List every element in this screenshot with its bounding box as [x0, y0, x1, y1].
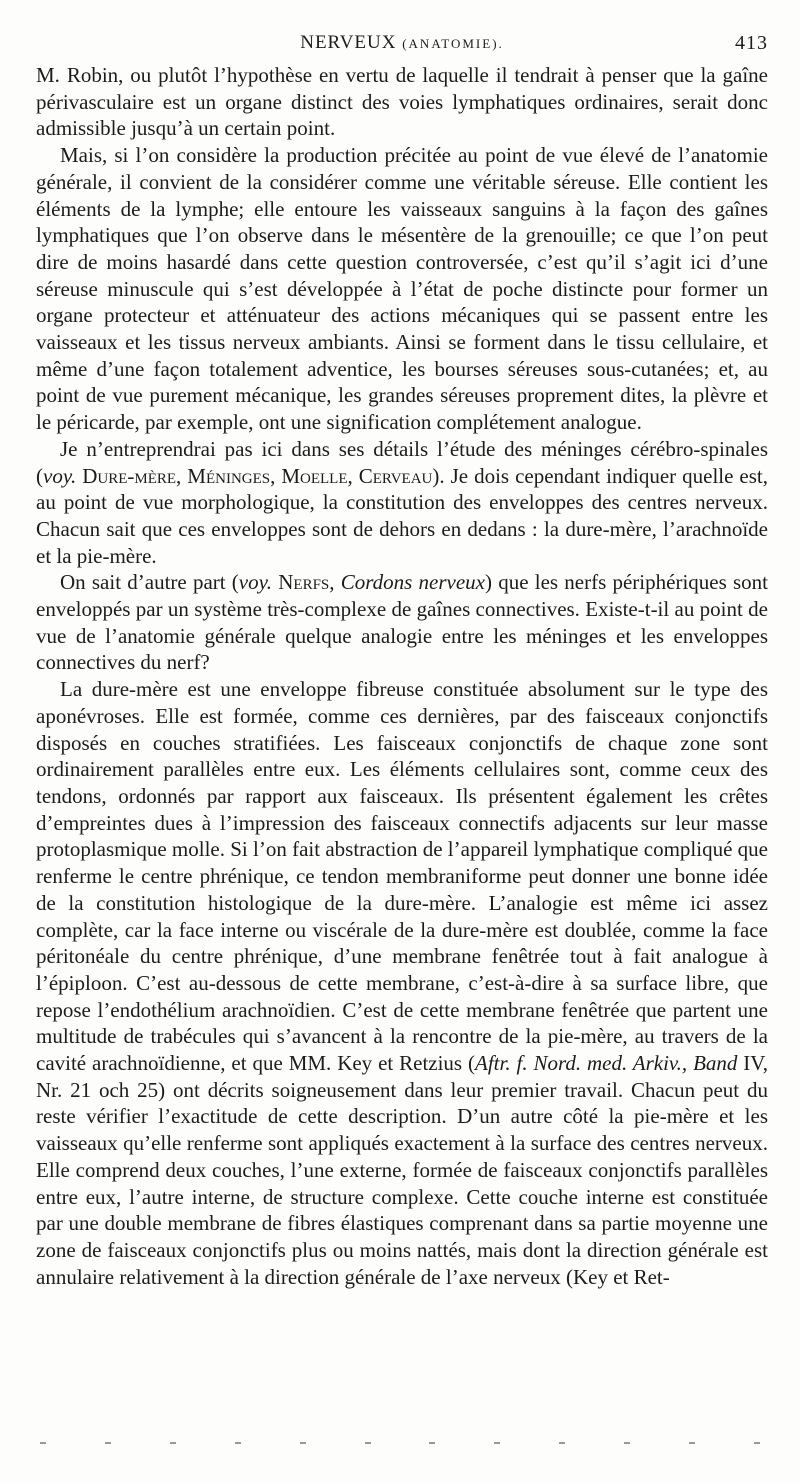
- edge-mark: [170, 1442, 176, 1444]
- running-head: [36, 30, 768, 62]
- edge-mark: [300, 1442, 306, 1444]
- paragraph-3-cross-references: Dure-mère, Méninges, Moelle, Cerveau: [82, 463, 433, 488]
- paragraph-4: [36, 569, 768, 676]
- paragraph-5: [36, 676, 768, 1290]
- paragraph-4-text-a: On sait d’autre part (: [60, 570, 239, 595]
- edge-mark: [235, 1442, 241, 1444]
- paragraph-4-text-b: ) que les nerfs périphériques sont enveloppés par un système très-complexe de gaînes connectives. Existe-t-il au point de vue de l’anatomie générale quelque analogie entre les méninges et les enveloppes connectives du nerf?: [36, 570, 768, 675]
- bottom-edge-marks: [40, 1440, 760, 1446]
- paragraph-5-citation-italic: Aftr. f. Nord. med. Arkiv., Band: [475, 1051, 738, 1076]
- paragraph-5-citation-plain: IV, Nr. 21 och 25: [36, 1051, 769, 1102]
- edge-mark: [689, 1442, 695, 1444]
- running-title-word: NERVEUX: [300, 32, 397, 53]
- paragraph-2: Mais, si l’on considère la production précitée au point de vue élevé de l’anatomie générale, il convient de la considérer comme une véritable séreuse. Elle contient les éléments de la lymphe; elle entoure les vaisseaux sanguins à la façon des gaînes lymphatiques que l’on observe dans le mésentère de la grenouille; ce que l’on peut dire de moins hasardé dans cette question controversée, c’est qu’il s’agit ici d’une séreuse minuscule qui s’est développée à l’état de poche distincte pour former un organe protecteur et atténuateur des actions mécaniques qui se passent entre les vaisseaux et les tissus nerveux ambiants. Ainsi se forment dans le tissu cellulaire, et même d’une façon totalement adventice, les bourses séreuses sous-cutanées; et, au point de vue purement mécanique, les grandes séreuses proprement dites, la plèvre et le péricarde, par exemple, ont une signification complétement analogue.: [36, 143, 768, 435]
- edge-mark: [754, 1442, 760, 1444]
- edge-mark: [105, 1442, 111, 1444]
- paragraph-1: M. Robin, ou plutôt l’hypothèse en vertu de laquelle il tendrait à penser que la gaîne périvasculaire est un organe distinct des voies lymphatiques ordinaires, serait donc admissible jusqu’à un certain point.: [36, 63, 768, 141]
- page-number: 413: [735, 32, 768, 54]
- paragraph-5-text-b: ) ont décrits soigneusement dans leur premier travail. Chacun peut du reste vérifier l’exactitude de cette description. D’un autre côté la pie-mère et les vaisseaux qu’elle renferme sont appliqués exactement à la surface des centres nerveux. Elle comprend deux couches, l’une externe, formée de faisceaux conjonctifs parallèles entre eux, l’autre interne, de structure complexe. Cette couche interne est constituée par une double membrane de fibres élastiques comprenant dans sa partie moyenne une zone de faisceaux conjonctifs plus ou moins nattés, mais dont la direction générale est annulaire relativement à la direction générale de l’axe nerveux (Key et Ret-: [36, 1077, 768, 1289]
- running-title: [36, 32, 768, 54]
- edge-mark: [365, 1442, 371, 1444]
- paragraph-4-cross-reference: Nerfs,: [278, 570, 335, 595]
- paragraph-3-voy: voy.: [43, 463, 77, 488]
- paragraph-4-voy: voy.: [238, 570, 273, 595]
- paragraph-3: [36, 436, 768, 570]
- edge-mark: [559, 1442, 565, 1444]
- paragraph-5-text-a: La dure-mère est une enveloppe fibreuse constituée absolument sur le type des aponévroses. Elle est formée, comme ces dernières, par des faisceaux conjonctifs disposés en couches stratifiées. Les faisceaux conjonctifs de chaque zone sont ordinairement parallèles entre eux. Les éléments cellulaires sont, comme ceux des tendons, ordonnés par rapport aux faisceaux. Ils présentent également les crêtes d’empreintes dues à l’impression des faisceaux connectifs adjacents sur leur masse protoplasmique molle. Si l’on fait abstraction de l’appareil lymphatique compliqué que renferme le centre phrénique, ce tendon membraniforme peut donner une bonne idée de la constitution histologique de la dure-mère. L’analogie est même ici assez complète, car la face interne ou viscérale de la dure-mère est doublée, comme la face péritonéale du centre phrénique, d’une membrane fenêtrée tout à fait analogue à l’épiploon. C’est au-dessous de cette membrane, c’est-à-dire à sa surface libre, que repose l’endothélium arachnoïdien. C’est de cette membrane fenêtrée que partent une multitude de trabécules qui s’avancent à la rencontre de la pie-mère, au travers de la cavité arachnoïdienne, et que MM. Key et Retzius (: [36, 677, 768, 1076]
- running-title-subtitle: (ANATOMIE).: [402, 36, 504, 51]
- edge-mark: [494, 1442, 500, 1444]
- body-text: [36, 62, 768, 1290]
- edge-mark: [429, 1442, 435, 1444]
- paragraph-3-text-b: ). Je dois cependant indiquer quelle est, au point de vue morphologique, la constitution des enveloppes des centres nerveux. Chacun sait que ces enveloppes sont de dehors en dedans : la dure-mère, l’arachnoïde et la pie-mère.: [36, 463, 769, 568]
- edge-mark: [624, 1442, 630, 1444]
- paragraph-4-cross-reference-italic: Cordons nerveux: [340, 570, 485, 595]
- paragraph-3-text-a: Je n’entreprendrai pas ici dans ses détails l’étude des méninges cérébro-spinales (: [36, 436, 768, 488]
- edge-mark: [40, 1442, 46, 1444]
